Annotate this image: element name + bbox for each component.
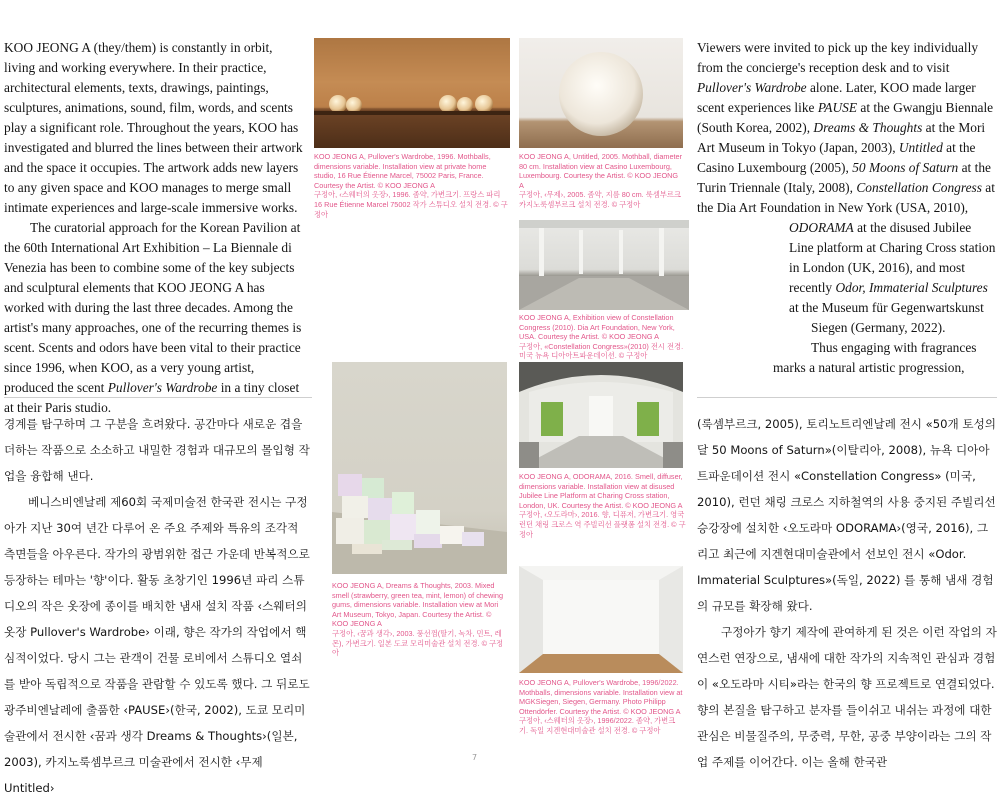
caption-2 xyxy=(519,152,683,210)
caption-5-english: KOO JEONG A, Dreams & Thoughts, 2003. Mixed smell (strawberry, green tea, mint, lemon) of chewing gums, dimensions variable. Installation view at Mori Art Museum, Tokyo, Japan. Courtesy the Artist. © KOO JEONG A xyxy=(332,581,503,629)
english-text-left xyxy=(4,38,304,418)
english-right-line: ODORAMA at the disused Jubilee xyxy=(789,220,972,235)
english-right-line: Art Museum in Tokyo (Japan, 2003), Untitled at the xyxy=(697,140,976,155)
gallery-columns-graphic xyxy=(519,220,689,310)
korean-paragraph-2: 베니스비엔날레 제60회 국제미술전 한국관 전시는 구정아가 지난 30여 년간 다루어 온 주요 주제와 특유의 조각적 측면들을 아우른다. 작가의 광범위한 접근 가운데 반복적으로 등장하는 테마는 '향'이다. 활동 초창기인 1996년 파리 스튜디오의 작은 옷장에 종이를 배치한 냄새 설치 작품 ‹스웨터의 옷장 Pullover's Wardrobe› 이래, 향은 작가의 작업에서 핵심적이었다. 당시 그는 관객이 건물 로비에서 스튜디오 열쇠를 받아 독립적으로 작품을 관람할 수 있도록 했다. 그 뒤로도 광주비엔날레에 출품한 ‹PAUSE›(한국, 2002), 도쿄 모리미술관에서 전시한 ‹꿈과 생각 Dreams & Thoughts›(일본, 2003), 카지노룩셈부르크 미술관에서 전시한 ‹무제 Untitled› xyxy=(4,495,310,795)
english-right-line: in London (UK, 2016), and most xyxy=(789,260,965,275)
english-right-line: the Dia Art Foundation in New York (USA, 2010), xyxy=(697,200,969,215)
caption-3-korean: 구정아, «Constellation Congress»(2010) 전시 전경. 미국 뉴욕 디아아트파운데이션. © 구정아 xyxy=(519,341,684,361)
english-right-line: Turin Triennale (Italy, 2008), Constellation Congress at xyxy=(697,180,995,195)
tunnel-graphic xyxy=(519,362,683,468)
english-right-line: Siegen (Germany, 2022). xyxy=(811,320,946,335)
caption-1-korean: 구정아, ‹스웨터의 옷장›, 1996. 좀약, 가변크기. 프랑스 파리 16 Rue Étienne Marcel 75002 작가 스튜디오 설치 전경. © 구정아 xyxy=(314,190,508,219)
photo-untitled-2005 xyxy=(519,38,683,148)
chewing-gum-blocks-graphic xyxy=(332,362,507,574)
english-right-line: recently Odor, Immaterial Sculptures xyxy=(789,280,988,295)
korean-paragraph-1: 경계를 탐구하며 그 구분을 흐려왔다. 공간마다 새로운 겹을 더하는 작품으로 소소하고 내밀한 경험과 대규모의 몰입형 작업을 융합해 낸다. xyxy=(4,417,310,483)
photo-dreams-and-thoughts xyxy=(332,362,507,574)
english-right-line: from the concierge's reception desk and to visit xyxy=(697,60,950,75)
caption-5 xyxy=(332,581,508,658)
english-right-line: Casino Luxembourg (2005), 50 Moons of Saturn at the xyxy=(697,160,991,175)
korean-text-right xyxy=(697,411,997,775)
mothballs-shelf-graphic xyxy=(314,38,510,148)
photo-pullovers-wardrobe-2022 xyxy=(519,566,683,673)
english-right-line: Viewers were invited to pick up the key individually xyxy=(697,40,979,55)
caption-4-english: KOO JEONG A, ODORAMA, 2016. Smell, diffuser, dimensions variable. Installation view at disused Jubilee Line Platform at Charing Cross station, London, UK. Courtesy the Artist. © KOO JEONG A xyxy=(519,472,683,510)
korean-paragraph-4: 구정아가 향기 제작에 관여하게 된 것은 이런 작업의 자연스런 연장으로, 냄새에 대한 작가의 지속적인 관심과 경험이 «오도라마 시티»라는 한국의 향 프로젝트로 연결되었다. 향의 본질을 탐구하고 분자를 들이쉬고 내쉬는 과정에 대한 관심은 비물질주의, 무중력, 무한, 공중 부양이라는 그의 작업 주제를 이어간다. 이는 올해 한국관 xyxy=(697,625,997,769)
english-right-line: Line platform at Charing Cross station xyxy=(789,240,996,255)
caption-5-korean: 구정아, ‹꿈과 생각›, 2003. 풍선껌(딸기, 녹차, 민트, 레몬), 가변크기. 일본 도쿄 모리미술관 설치 전경. © 구정아 xyxy=(332,628,504,658)
english-paragraph-2: The curatorial approach for the Korean Pavilion at the 60th International Art Exhibition – La Biennale di Venezia has been to combine some of the key subjects and sculptural elements that KOO JEONG A has worked with during the last three decades. Among the artist's many approaches, one of the recurring themes is scent. Scents and odors have been vital to their practice since 1996, when KOO, as a very young artist, produced the scent Pullover's Wardrobe in a tiny closet at their Paris studio. xyxy=(4,220,302,415)
english-right-line: (South Korea, 2002), Dreams & Thoughts at the Mori xyxy=(697,120,986,135)
english-right-line: Thus engaging with fragrances xyxy=(811,340,977,355)
divider-left xyxy=(4,397,312,398)
caption-6 xyxy=(519,678,683,736)
caption-4 xyxy=(519,472,687,539)
caption-3-english: KOO JEONG A, Exhibition view of Constellation Congress (2010). Dia Art Foundation, New York, USA. Courtesy the Artist. © KOO JEONG A xyxy=(519,313,675,342)
white-room-graphic xyxy=(519,566,683,673)
korean-text-left xyxy=(4,411,312,801)
divider-right xyxy=(697,397,997,398)
caption-4-korean: 구정아, ‹오도라마›, 2016. 향, 디퓨저, 가변크기. 영국 런던 채링 크로스 역 주빌리선 플랫폼 설치 전경. © 구정아 xyxy=(519,510,686,539)
caption-3 xyxy=(519,313,689,361)
korean-paragraph-3: (룩셈부르크, 2005), 토리노트리엔날레 전시 «50개 토성의 달 50 Moons of Saturn»(이탈리아, 2008), 뉴욕 디아아트파운데이션 전시 «Constellation Congress» (미국, 2010), 런던 채링 크로스 지하철역의 사용 중지된 주빌리선 승강장에 설치한 ‹오도라마 ODORAMA›(영국, 2016), 그리고 최근에 지겐현대미술관에서 선보인 전시 «Odor. Immaterial Sculptures»(독일, 2022) 를 통해 냄새 경험의 규모를 확장해 왔다. xyxy=(697,417,996,613)
caption-6-korean: 구정아, ‹스웨터의 옷장›, 1996/2022. 좀약, 가변크기. 독일 지겐현대미술관 설치 전경. © 구정아 xyxy=(519,716,676,735)
english-right-line: marks a natural artistic progression, xyxy=(773,360,965,375)
english-right-line: Pullover's Wardrobe alone. Later, KOO made larger xyxy=(697,80,976,95)
photo-constellation-congress xyxy=(519,220,689,310)
caption-6-english: KOO JEONG A, Pullover's Wardrobe, 1996/2022. Mothballs, dimensions variable. Installation view at MGKSiegen, Siegen, Germany. Photo Philipp Ottendörfer. Courtesy the Artist. © KOO JEONG A xyxy=(519,678,683,716)
caption-1-english: KOO JEONG A, Pullover's Wardrobe, 1996. Mothballs, dimensions variable. Installation view at private home studio, 16 Rue Étienne Marcel, 75002 Paris, France. Courtesy the Artist. © KOO JEONG A xyxy=(314,152,491,190)
english-text-right xyxy=(697,38,997,378)
english-right-line: scent experiences like PAUSE at the Gwangju Biennale xyxy=(697,100,994,115)
photo-odorama-2016 xyxy=(519,362,683,468)
caption-2-korean: 구정아, ‹무제›, 2005. 좀약, 지름 80 cm. 룩셈부르크 카지노룩셈부르크 설치 전경. © 구정아 xyxy=(519,190,681,209)
english-right-line: at the Museum für Gegenwartskunst xyxy=(789,300,984,315)
giant-mothball-graphic xyxy=(519,38,683,148)
caption-2-english: KOO JEONG A, Untitled, 2005. Mothball, diameter 80 cm. Installation view at Casino Luxembourg, Luxembourg. Courtesy the Artist. © KOO JEONG A xyxy=(519,152,683,190)
page-number: 7 xyxy=(472,753,478,762)
english-paragraph-1: KOO JEONG A (they/them) is constantly in orbit, living and working everywhere. In their practice, architectural elements, texts, drawings, paintings, sculptures, animations, sound, film, words, and scents play a significant role. Throughout the years, KOO has investigated and blurred the lines between their artwork and the space it occupies. The artwork adds new layers to any given space and KOO manages to merge small intimate experiences and large-scale immersive works. xyxy=(4,40,303,215)
caption-1 xyxy=(314,152,508,219)
photo-pullovers-wardrobe-1996 xyxy=(314,38,510,148)
